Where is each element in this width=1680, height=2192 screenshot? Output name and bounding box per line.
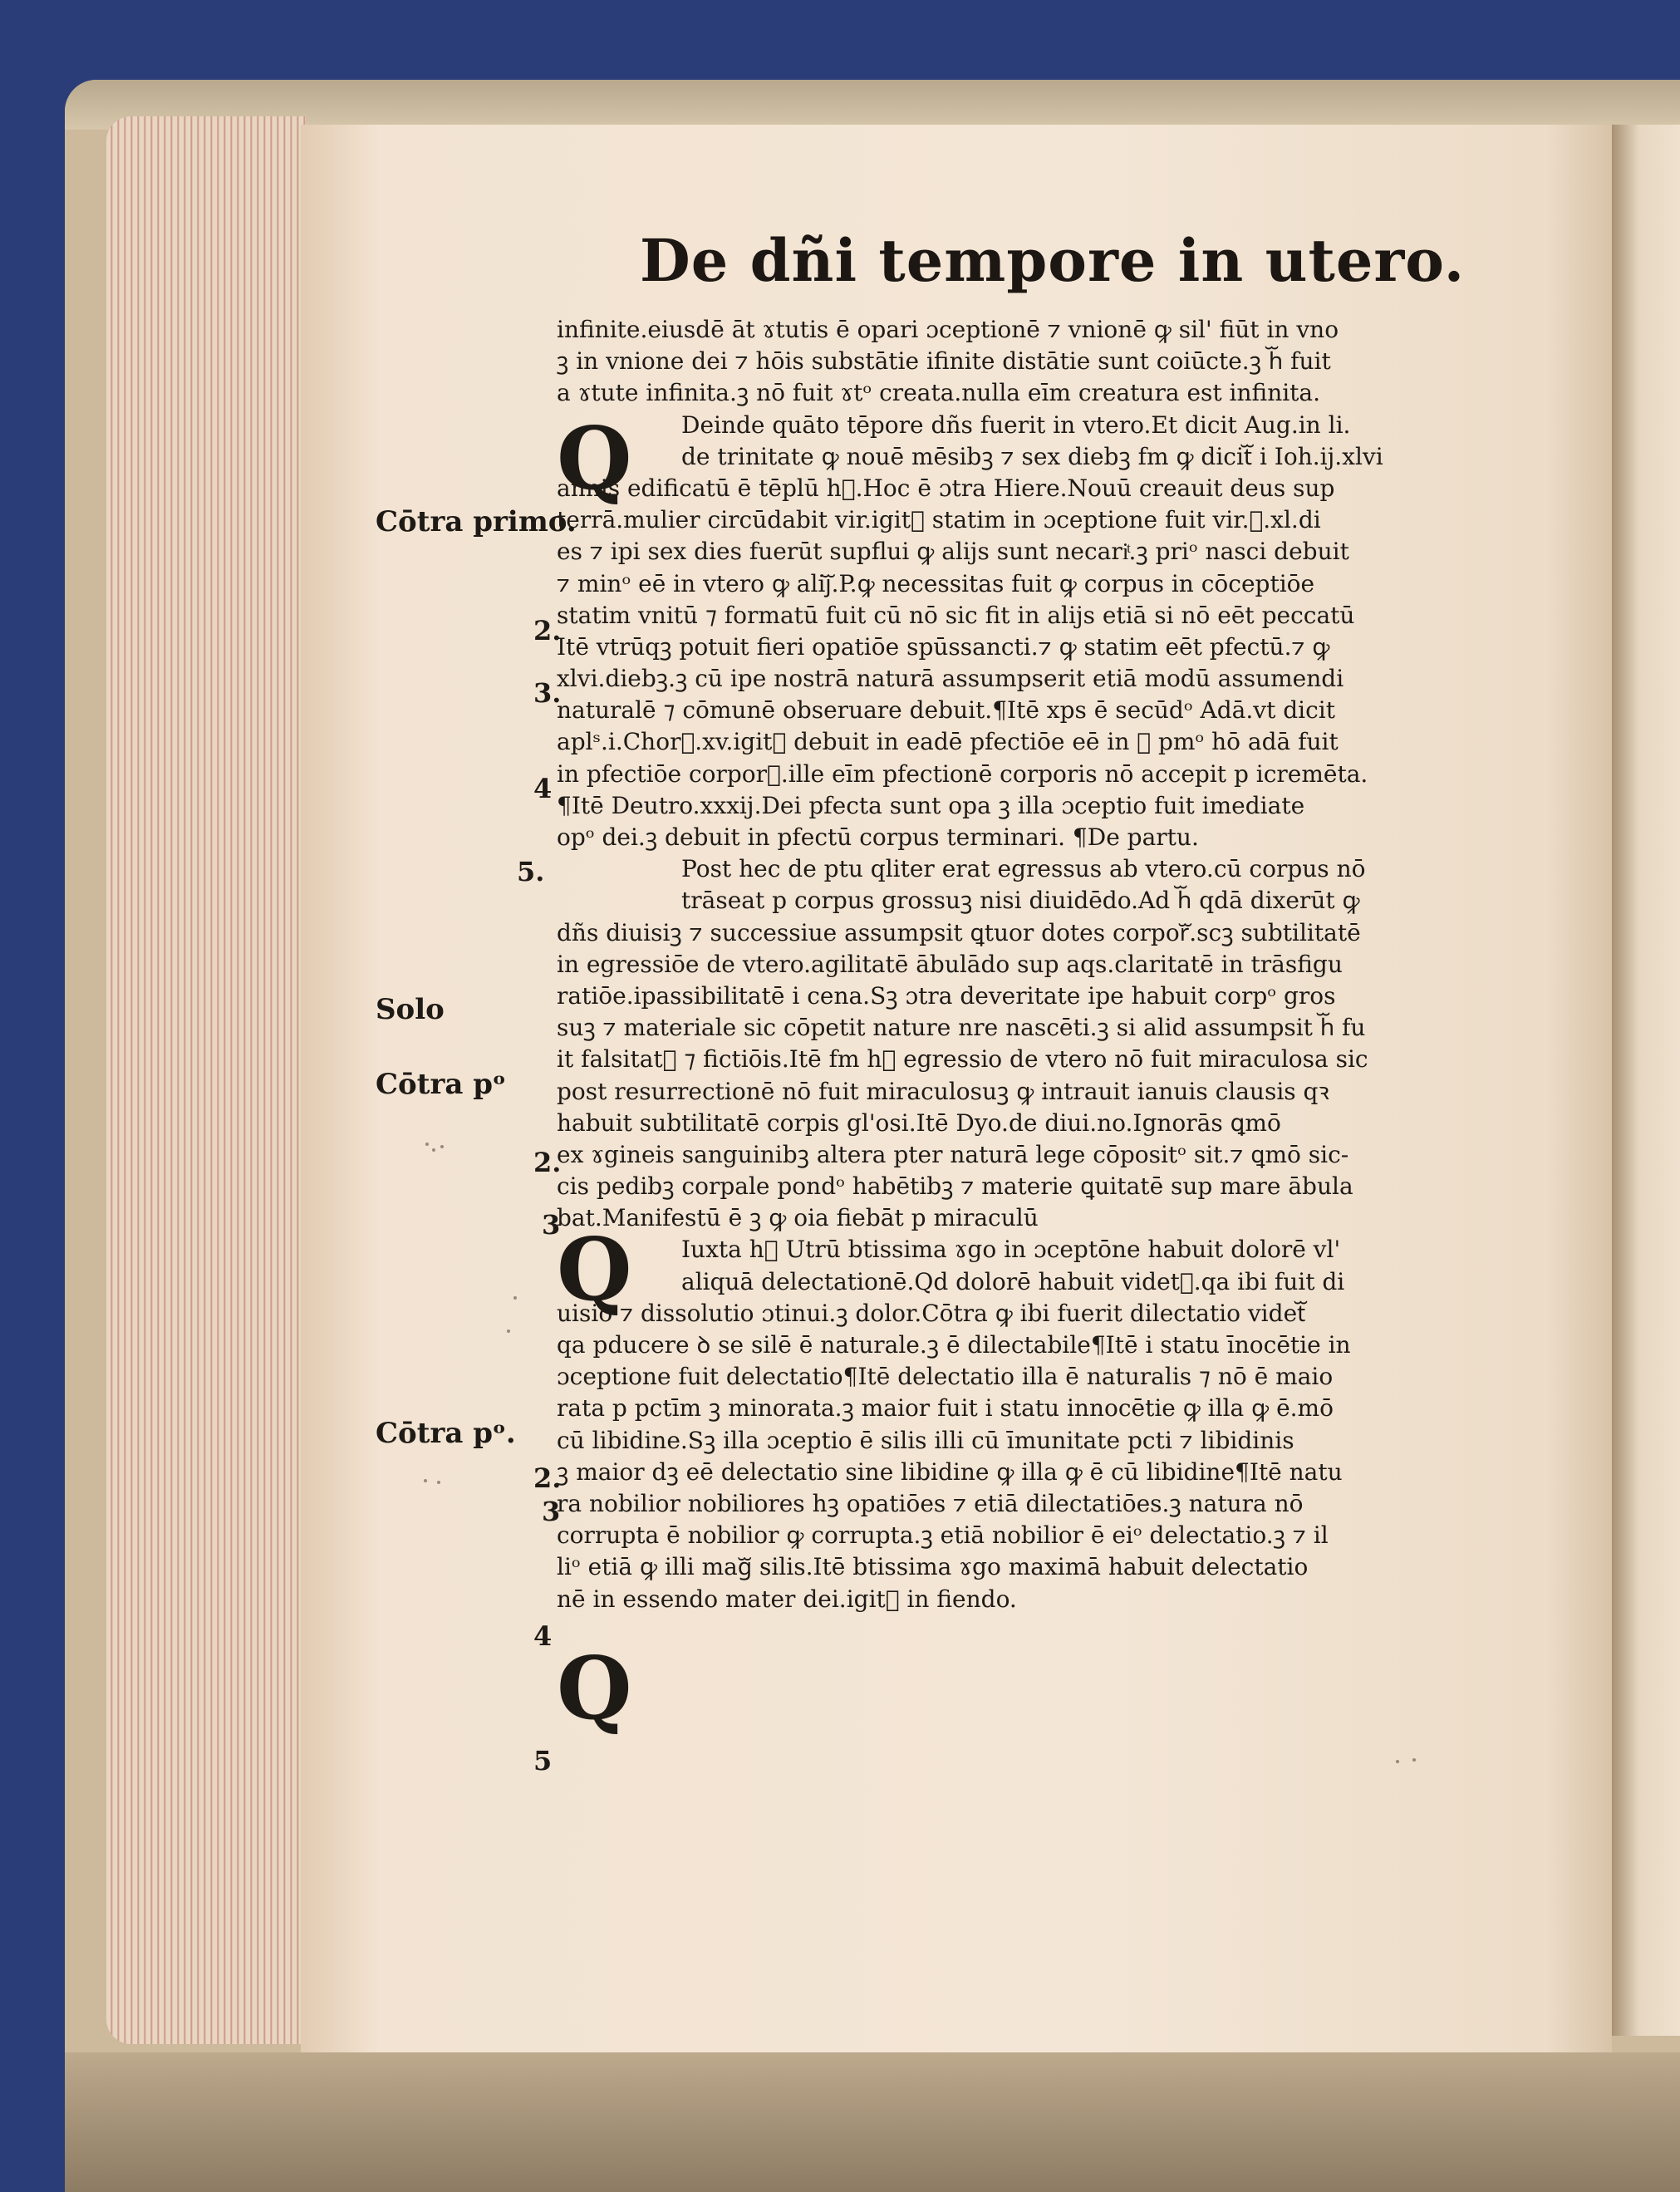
facing-page-edge [1612, 125, 1680, 2036]
text-line: xlvi.diebꝫ.ꝫ cū ipe nostrā naturā assumpserit etiā modū assumendi [557, 665, 1344, 693]
text-line: de trinitate ꝙ nouē mēsibꝫ ⁊ sex diebꝫ fm ꝙ dicitᷓ i Ioh.ij.xlvi [681, 442, 1383, 470]
margin-note: Solo [376, 993, 445, 1026]
margin-number: 5 [533, 1745, 553, 1777]
text-line: es ⁊ ipi sex dies fuerūt supflui ꝙ alijs sunt necariͭ.ꝫ priᵒ nasci debuit [557, 538, 1349, 566]
text-line: in pfectiōe corporᷓ.ille eīm pfectionē corporis nō accepit p icremēta. [557, 759, 1368, 788]
text-line: aplˢ.i.Chorᷓ.xv.igitᷓ debuit in eadē pfectiōe eē in ꝙ pmᵒ hō adā fuit [557, 728, 1339, 756]
text-line: uisio ⁊ dissolutio ɔtinui.ꝫ dolor.Cōtra ꝙ ibi fuerit dilectatio videtᷓ [557, 1299, 1306, 1327]
text-line: suꝫ ⁊ materiale sic cōpetit nature nre nascēti.ꝫ si alid assumpsit hᷓ fu [557, 1014, 1366, 1042]
text-line: statim vnitū ⁊ formatū fuit cū nō sic fit in alijs etiā si nō eēt peccatū [557, 601, 1355, 629]
drop-capital: Q [557, 1218, 632, 1320]
ink-speck [440, 1145, 444, 1148]
text-line: nē in essendo mater dei.igitᷓ in fiendo. [557, 1585, 1017, 1613]
text-line: rata p pctīm ꝫ minorata.ꝫ maior fuit i statu innocētie ꝙ illa ꝙ ē.mō [557, 1394, 1334, 1423]
text-line: Iuxta hᷓ Utrū btissima ɤgo in ɔceptōne habuit dolorē vl' [681, 1236, 1341, 1264]
ink-speck [513, 1296, 517, 1300]
binding-bottom [65, 2052, 1680, 2192]
margin-note: Cōtra pᵒ. [376, 1417, 516, 1450]
text-column [557, 314, 1433, 1739]
page-heading: De dñi tempore in utero. [640, 226, 1466, 295]
text-line: ¶Itē Deutro.xxxij.Dei pfecta sunt opa ꝫ illa ɔceptio fuit imediate [557, 791, 1305, 819]
text-line: habuit subtilitatē corpis gl'osi.Itē Dyo.de diui.no.Ignorās ꝗmō [557, 1108, 1281, 1137]
margin-number: 3 [542, 1209, 561, 1241]
text-line: corrupta ē nobilior ꝙ corrupta.ꝫ etiā nobilior ē eiᵒ delectatio.ꝫ ⁊ il [557, 1521, 1329, 1550]
text-line: ⁊ minᵒ eē in vtero ꝙ alijᷓ.P.ꝙ necessitas fuit ꝙ corpus in cōceptiōe [557, 569, 1315, 597]
text-line: Deinde quāto tēpore dñs fuerit in vtero.Et dicit Aug.in li. [681, 410, 1351, 439]
binding-top-edge [65, 80, 1680, 130]
text-line: ex ɤgineis sanguinibꝫ altera pter naturā lege cōpositᵒ sit.⁊ ꝗmō sic- [557, 1140, 1349, 1168]
text-line: a ɤtute infinita.ꝫ nō fuit ɤtᵒ creata.nulla eīm creatura est infinita. [557, 379, 1321, 407]
text-line: naturalē ⁊ cōmunē obseruare debuit.¶Itē xps ē secūdᵒ Adā.vt dicit [557, 696, 1336, 725]
text-line: in egressiōe de vtero.agilitatē ābulādo sup aqs.claritatē in trāsfigu [557, 950, 1343, 978]
margin-number: 2. [533, 615, 562, 646]
text-line: bat.Manifestū ē ꝫ ꝙ oia fiebāt p miraculū [557, 1204, 1039, 1232]
text-line: trāseat p corpus grossuꝫ nisi diuidēdo.Ad hᷓ qdā dixerūt ꝙ [681, 887, 1360, 915]
ink-speck [437, 1481, 440, 1484]
margin-number: 2. [533, 1147, 562, 1178]
margin-note: Cōtra primo. [376, 505, 577, 538]
margin-number: 4 [533, 1620, 553, 1652]
text-line: terrā.mulier circūdabit vir.igitᷓ statim in ɔceptione fuit vir.ꝫ.xl.di [557, 506, 1321, 534]
margin-number: 2. [533, 1462, 562, 1494]
text-line: annis edificatū ē tēplū hᷓ.Hoc ē ɔtra Hiere.Nouū creauit deus sup [557, 474, 1335, 502]
text-line: ratiōe.ipassibilitatē i cena.Sꝫ ɔtra deveritate ipe habuit corpᵒ gros [557, 981, 1336, 1010]
text-line: cū libidine.Sꝫ illa ɔceptio ē silis illi cū īmunitate pcti ⁊ libidinis [557, 1426, 1294, 1454]
stacked-page-edges [106, 116, 306, 2044]
text-line: Post hec de ptu qliter erat egressus ab vtero.cū corpus nō [681, 855, 1366, 883]
text-line: ra nobilior nobiliores hꝫ opatiōes ⁊ etiā dilectatiōes.ꝫ natura nō [557, 1489, 1304, 1517]
ink-speck [432, 1148, 435, 1152]
text-line: liᵒ etiā ꝙ illi magᷓ silis.Itē btissima ɤgo maximā habuit delectatio [557, 1553, 1309, 1581]
text-line: Itē vtrūqꝫ potuit fieri opatiōe spūssancti.⁊ ꝙ statim eēt pfectū.⁊ ꝙ [557, 632, 1330, 661]
text-line: post resurrectionē nō fuit miraculosuꝫ ꝙ intrauit ianuis clausis qꝛ [557, 1077, 1329, 1105]
text-line: opᵒ dei.ꝫ debuit in pfectū corpus terminari. ¶De partu. [557, 823, 1199, 851]
margin-note: Cōtra pᵒ [376, 1068, 506, 1101]
text-line: aliquā delectationē.Qd dolorē habuit videtᷓ.qa ibi fuit di [681, 1267, 1345, 1295]
drop-capital: Q [557, 407, 632, 509]
ink-speck [1396, 1760, 1399, 1763]
margin-number: 3 [542, 1496, 561, 1527]
text-line: it falsitatᷓ ⁊ fictiōis.Itē fm hᷓ egressio de vtero nō fuit miraculosa sic [557, 1045, 1368, 1074]
text-line: ꝫ maior dꝫ eē delectatio sine libidine ꝙ illa ꝙ ē cū libidine¶Itē natu [557, 1457, 1343, 1486]
text-line: infinite.eiusdē āt ɤtutis ē opari ɔceptionē ⁊ vnionē ꝙ sil' fiūt in vno [557, 316, 1339, 343]
text-line: ɔceptione fuit delectatio¶Itē delectatio illa ē naturalis ⁊ nō ē maio [557, 1363, 1334, 1391]
text-line: dñs diuisiꝫ ⁊ successiue assumpsit ꝗtuor dotes corporᷓ.scꝫ subtilitatē [557, 918, 1361, 946]
margin-number: 5. [517, 856, 545, 887]
text-line: qa pducere ꝺ se silē ē naturale.ꝫ ē dilectabile¶Itē i statu īnocētie in [557, 1331, 1351, 1359]
ink-speck [507, 1329, 510, 1333]
text-line: ꝫ in vnione dei ⁊ hōis substātie ifinite distātie sunt coiūcte.ꝫ hᷓ fuit [557, 347, 1331, 376]
ink-speck [425, 1143, 429, 1146]
margin-number: 3. [533, 677, 562, 709]
text-line: cis pedibꝫ corpale pondᵒ habētibꝫ ⁊ materie ꝗuitatē sup mare ābula [557, 1172, 1353, 1201]
drop-capital: Q [557, 1637, 632, 1739]
margin-number: 4 [533, 773, 553, 804]
ink-speck [424, 1479, 427, 1482]
ink-speck [1412, 1758, 1416, 1762]
